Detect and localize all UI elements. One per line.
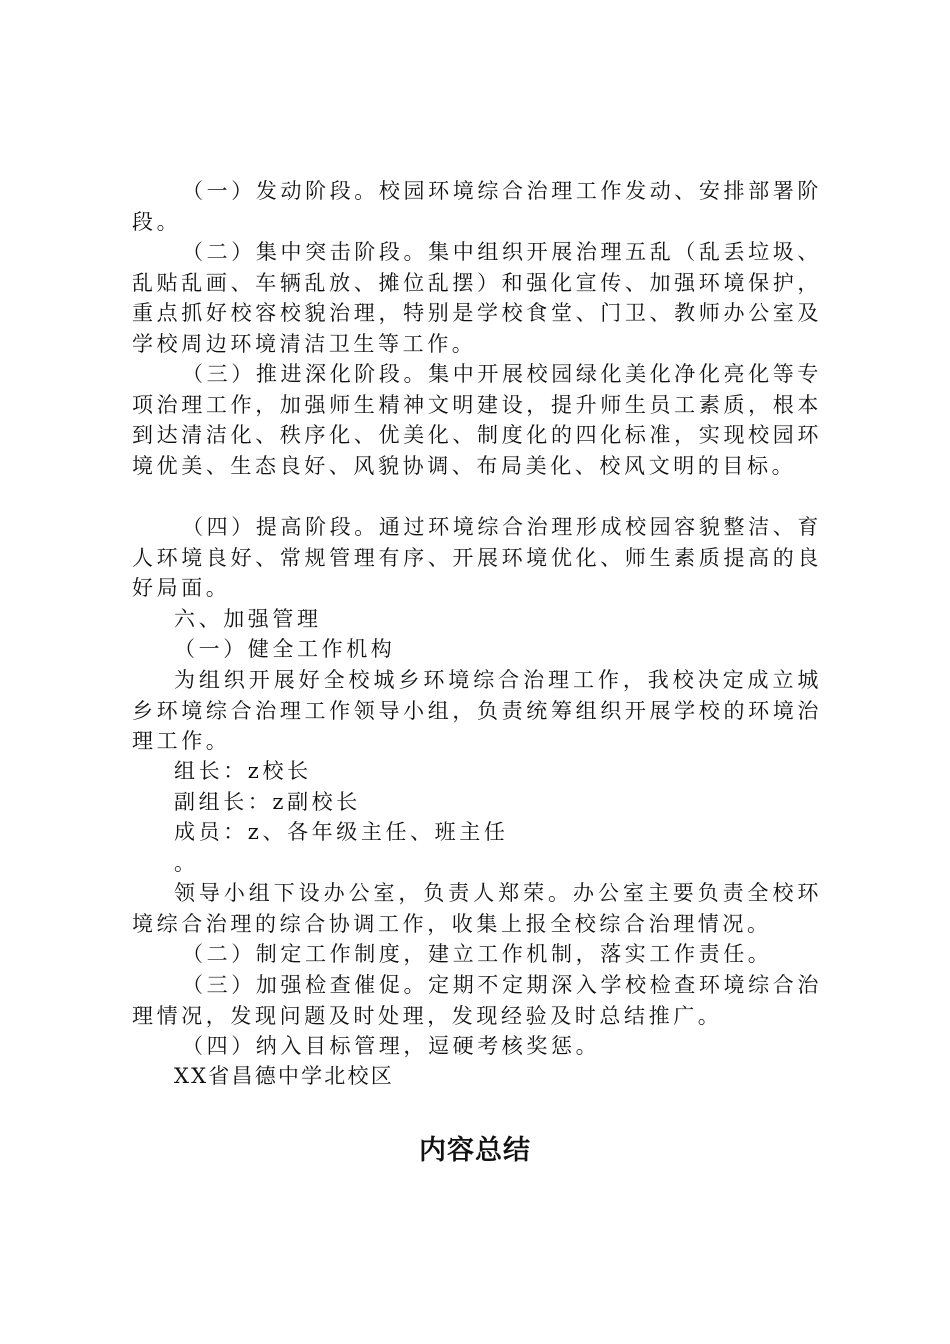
school-signature: XX省昌德中学北校区 [174, 1064, 394, 1088]
group-leader-line: 组长：z校长 [174, 759, 312, 783]
stage-2-paragraph: （二）集中突击阶段。集中组织开展治理五乱（乱丢垃圾、乱贴乱画、车辆乱放、摊位乱摆）和强化宣传、加强环境保护，重点抓好校容校貌治理，特别是学校食堂、门卫、教师办公室及学校周边环境清洁卫生等工作。 [132, 240, 822, 356]
stage-4-paragraph: （四）提高阶段。通过环境综合治理形成校园容貌整洁、育人环境良好、常规管理有序、开展环境优化、师生素质提高的良好局面。 [132, 515, 822, 600]
deputy-leader-line: 副组长：z副校长 [174, 790, 361, 814]
target-management-paragraph: （四）纳入目标管理，逗硬考核奖惩。 [182, 1034, 601, 1058]
stage-3-paragraph: （三）推进深化阶段。集中开展校园绿化美化净化亮化等专项治理工作，加强师生精神文明建设，提升师生员工素质，根本到达清洁化、秩序化、优美化、制度化的四化标准，实现校园环境优美、生态良好、风貌协调、布局美化、校风文明的目标。 [132, 362, 822, 478]
organization-paragraph: 为组织开展好全校城乡环境综合治理工作，我校决定成立城乡环境综合治理工作领导小组，负责统筹组织开展学校的环境治理工作。 [132, 668, 822, 753]
work-system-paragraph: （二）制定工作制度，建立工作机制，落实工作责任。 [182, 942, 773, 966]
section-heading: 六、加强管理 [174, 607, 322, 631]
office-paragraph: 领导小组下设办公室，负责人郑荣。办公室主要负责全校环境综合治理的综合协调工作，收集上报全校综合治理情况。 [132, 881, 822, 936]
members-line: 成员：z、各年级主任、班主任 [174, 820, 509, 844]
subsection-heading: （一）健全工作机构 [174, 637, 396, 661]
inspection-paragraph: （三）加强检查催促。定期不定期深入学校检查环境综合治理情况，发现问题及时处理，发现经验及时总结推广。 [132, 973, 822, 1028]
period-line: 。 [174, 851, 199, 875]
stage-1-paragraph: （一）发动阶段。校园环境综合治理工作发动、安排部署阶段。 [132, 179, 822, 234]
summary-title: 内容总结 [419, 1135, 531, 1166]
